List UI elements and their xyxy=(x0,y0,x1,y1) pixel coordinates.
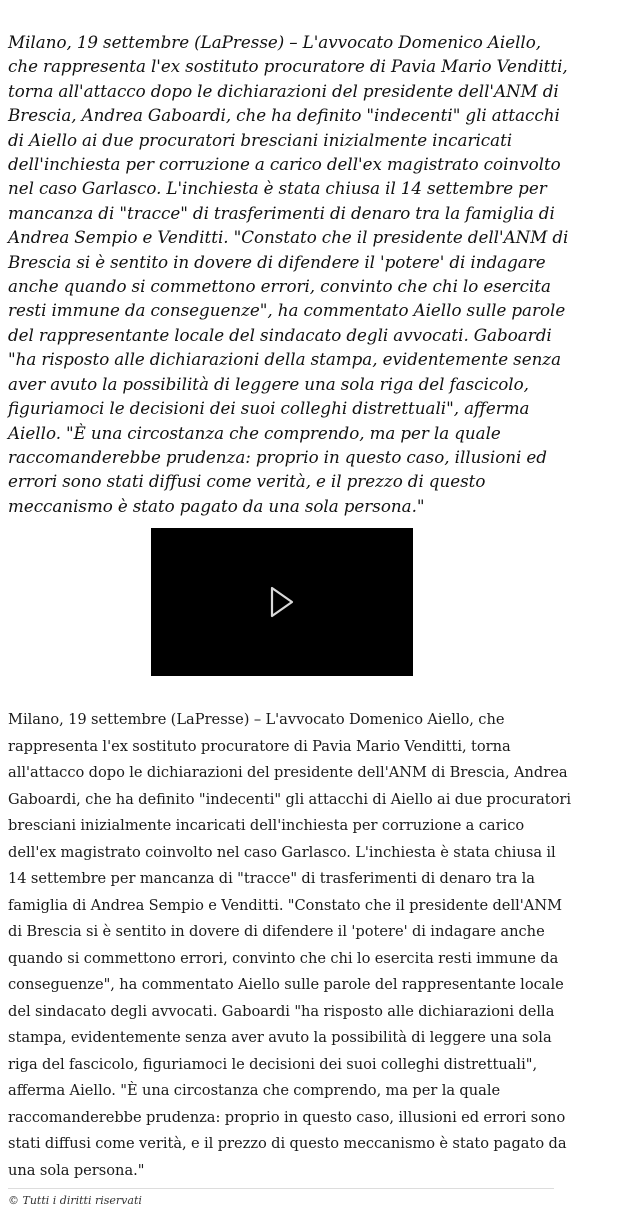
copyright-notice: © Tutti i diritti riservati xyxy=(8,1194,142,1207)
article-body: Milano, 19 settembre (LaPresse) – L'avvocato Domenico Aiello, che rappresenta l'ex sostituto procuratore di Pavia Mario Venditti, torna all'attacco dopo le dichiarazioni del presidente dell'ANM di Brescia, Andrea Gaboardi, che ha definito "indecenti" gli attacchi di Aiello ai due procuratori bresciani inizialmente incaricati dell'inchiesta per corruzione a carico dell'ex magistrato coinvolto nel caso Garlasco. L'inchiesta è stata chiusa il 14 settembre per mancanza di "tracce" di trasferimenti di denaro tra la famiglia di Andrea Sempio e Venditti. "Constato che il presidente dell'ANM di Brescia si è sentito in dovere di difendere il 'potere' di indagare anche quando si commettono errori, convinto che chi lo esercita resti immune da conseguenze", ha commentato Aiello sulle parole del rappresentante locale del sindacato degli avvocati. Gaboardi "ha risposto alle dichiarazioni della stampa, evidentemente senza aver avuto la possibilità di leggere una sola riga del fascicolo, figuriamoci le decisioni dei suoi colleghi distrettuali", afferma Aiello. "È una circostanza che comprendo, ma per la quale raccomanderebbe prudenza: proprio in questo caso, illusioni ed errori sono stati diffusi come verità, e il prezzo di questo meccanismo è stato pagato da una sola persona." xyxy=(8,711,572,1179)
article-lede: Milano, 19 settembre (LaPresse) – L'avvocato Domenico Aiello, che rappresenta l'ex sostituto procuratore di Pavia Mario Venditti, torna all'attacco dopo le dichiarazioni del presidente dell'ANM di Brescia, Andrea Gaboardi, che ha definito "indecenti" gli attacchi di Aiello ai due procuratori bresciani inizialmente incaricati dell'inchiesta per corruzione a carico dell'ex magistrato coinvolto nel caso Garlasco. L'inchiesta è stata chiusa il 14 settembre per mancanza di "tracce" di trasferimenti di denaro tra la famiglia di Andrea Sempio e Venditti. "Constato che il presidente dell'ANM di Brescia si è sentito in dovere di difendere il 'potere' di indagare anche quando si commettono errori, convinto che chi lo esercita resti immune da conseguenze", ha commentato Aiello sulle parole del rappresentante locale del sindacato degli avvocati. Gaboardi "ha risposto alle dichiarazioni della stampa, evidentemente senza aver avuto la possibilità di leggere una sola riga del fascicolo, figuriamoci le decisioni dei suoi colleghi distrettuali", afferma Aiello. "È una circostanza che comprendo, ma per la quale raccomanderebbe prudenza: proprio in questo caso, illusioni ed errori sono stati diffusi come verità, e il prezzo di questo meccanismo è stato pagato da una sola persona." xyxy=(8,32,569,516)
play-icon[interactable] xyxy=(268,584,296,620)
footer-divider xyxy=(8,1188,554,1189)
video-player[interactable] xyxy=(151,528,413,676)
